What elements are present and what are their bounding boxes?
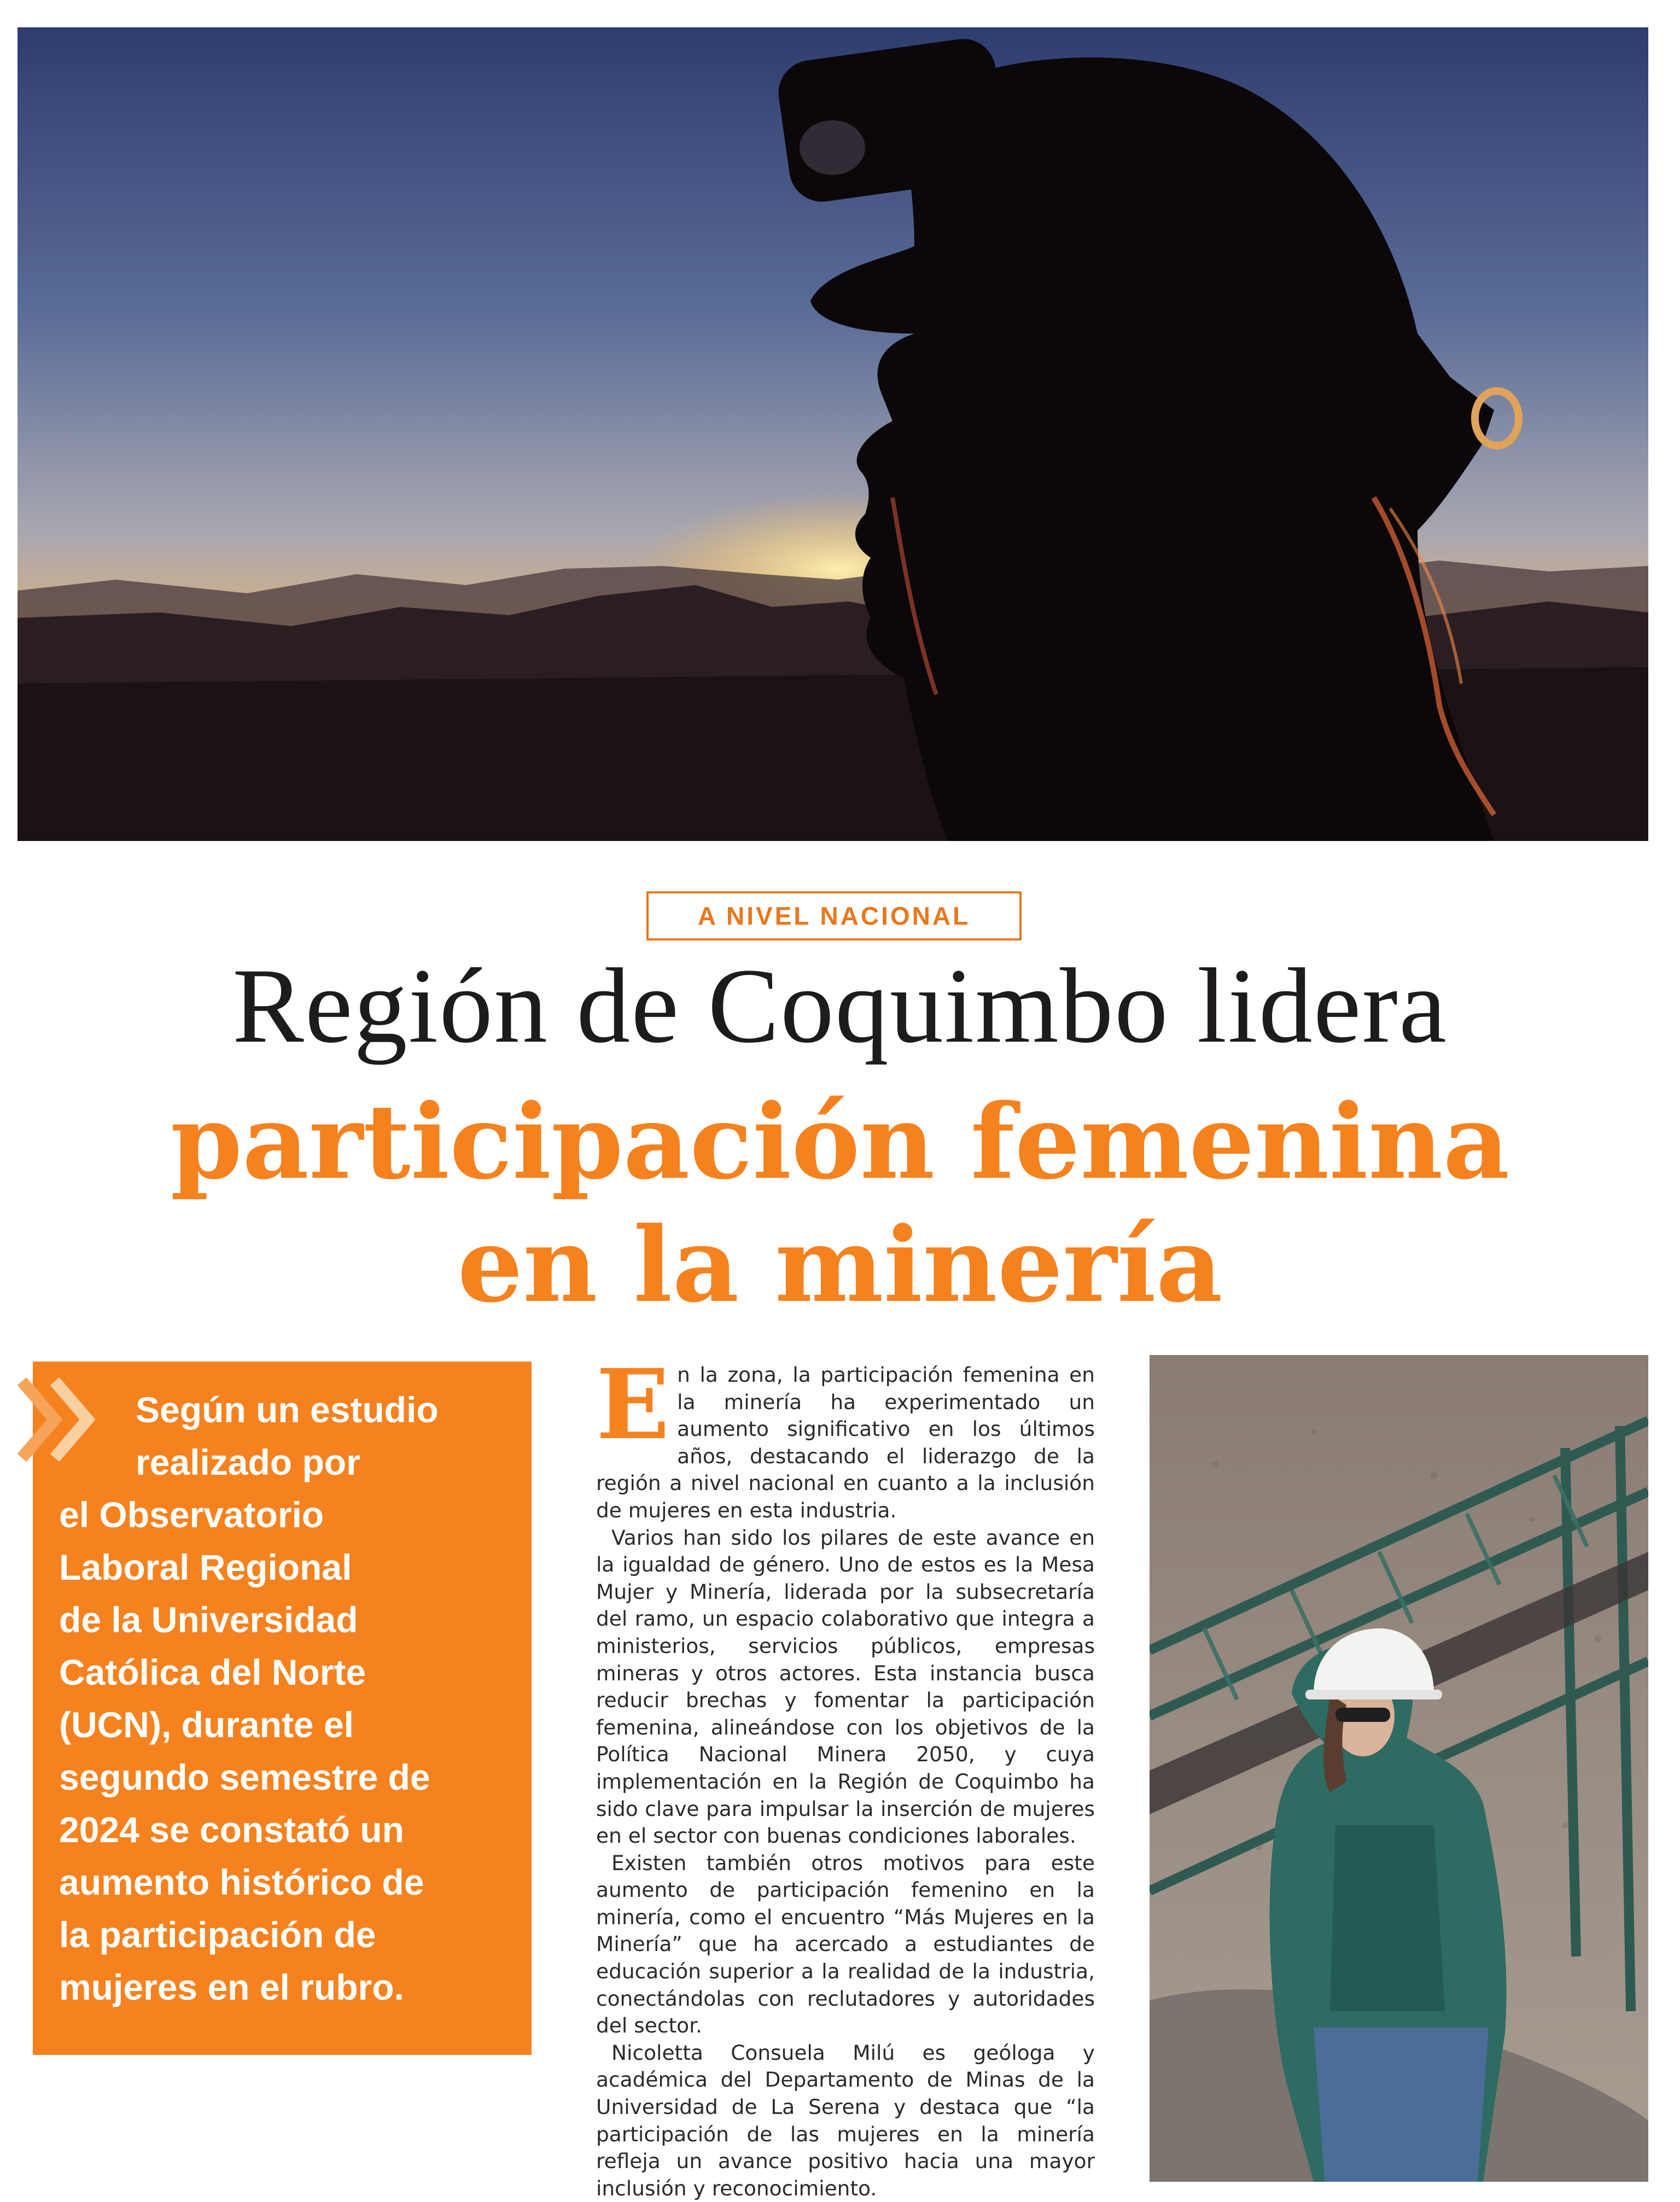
body-paragraph [596,1348,1095,1525]
pull-quote-line: (UCN), durante el [59,1704,354,1745]
body-paragraph: Existen también otros motivos para este aumento de participación femenino en la minería, como el encuentro “Más Mujeres en la Minería” que ha acercado a estudiantes de educación superior a la realidad de la industria, conectándolas con reclutadores y autoridades del sector. [596,1850,1095,2038]
pull-quote-line: Según un estudio [136,1389,439,1430]
section-kicker: A NIVEL NACIONAL [646,891,1022,941]
pull-quote-line: realizado por [136,1442,360,1482]
pull-quote-line: la participación de [59,1914,376,1955]
pull-quote-line: aumento histórico de [59,1862,424,1902]
pull-quote-text [59,1383,508,2013]
pull-quote-line: el Observatorio [59,1494,324,1535]
pull-quote-line: mujeres en el rubro. [59,1967,404,2007]
body-paragraph-text: n la zona, la participación femenina en la minería ha experimentado un aumento significativo en los últimos años, destacando el liderazgo de la región a nivel nacional en cuanto a la inclusión de mujeres en esta industria. [596,1363,1095,1522]
hero-photo [18,27,1648,841]
body-paragraph: Varios han sido los pilares de este avance en la igualdad de género. Uno de estos es la Mesa Mujer y Minería, liderada por la subsecretaría del ramo, un espacio colaborativo que integra a ministerios, servicios públicos, empresas mineras y otros actores. Esta instancia busca reducir brechas y fomentar la participación femenina, alineándose con los objetivos de la Política Nacional Minera 2050, y cuya implementación en la Región de Coquimbo ha sido clave para impulsar la inserción de mujeres en el sector con buenas condiciones laborales. [596,1525,1095,1848]
side-photo [1150,1355,1648,2182]
pull-quote-line: 2024 se constató un [59,1809,404,1850]
miner-silhouette-image [18,27,1648,841]
pull-quote-line: segundo semestre de [59,1757,430,1797]
pull-quote-line: Católica del Norte [59,1652,366,1692]
headline-line-3: en la minería [457,1205,1223,1325]
headline-line-2: participación femenina [170,1082,1510,1202]
headline-line-1: Región de Coquimbo lidera [232,947,1448,1065]
body-paragraph: Nicoletta Consuela Milú es geóloga y académica del Departamento de Minas de la Universidad de La Serena y destaca que “la participación de las mujeres en la minería refleja un avance positivo hacia una mayor inclusión y reconocimiento. [596,2040,1095,2200]
drop-cap: E [596,1348,670,1461]
woman-miner-image [1150,1355,1648,2182]
pull-quote-line: Laboral Regional [59,1547,352,1587]
article-body [596,1348,1095,2202]
pull-quote-line: de la Universidad [59,1599,358,1640]
